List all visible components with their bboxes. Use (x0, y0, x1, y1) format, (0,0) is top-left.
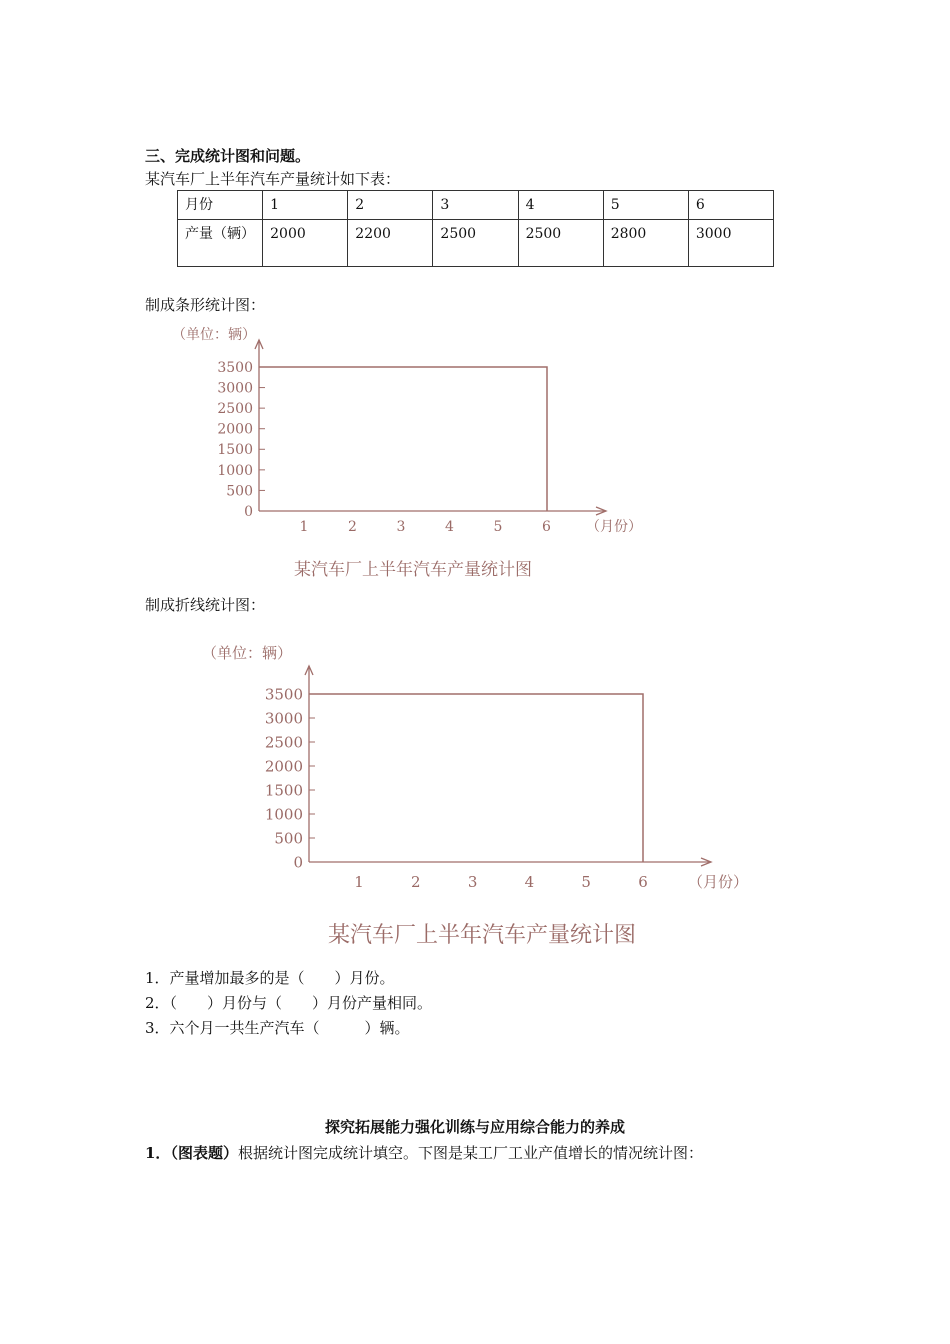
question-2: 2．（ ）月份与（ ）月份产量相同。 (145, 994, 433, 1012)
line-chart-y-tick-label: 1500 (264, 781, 303, 800)
line-chart-x-tick-label: 2 (411, 873, 421, 891)
bar-chart-y-tick-label: 3500 (217, 359, 253, 376)
bar-chart-y-tick-label: 1000 (217, 462, 253, 479)
line-chart-y-tick-label: 3500 (264, 685, 303, 704)
line-chart-y-tick-label: 3000 (264, 709, 303, 728)
table-header-output: 产量（辆） (178, 220, 263, 267)
line-chart-x-tick-label: 4 (524, 873, 535, 891)
bar-chart-x-tick-label: 2 (348, 519, 357, 535)
bar-chart-instruction: 制成条形统计图： (145, 296, 266, 314)
extension-title: 探究拓展能力强化训练与应用综合能力的养成 (324, 1118, 625, 1136)
question-number: 1． (145, 1144, 171, 1162)
bar-chart-x-tick-label: 6 (542, 519, 551, 535)
bar-chart-y-tick-label: 1500 (217, 442, 253, 459)
line-chart-x-tick-label: 5 (581, 873, 591, 891)
bar-chart-x-axis-label: （月份） (586, 519, 642, 535)
table-cell-month: 3 (433, 191, 518, 220)
question-text: 根据统计图完成统计填空。下图是某工厂工业产值增长的情况统计图： (237, 1144, 703, 1162)
table-cell-month: 5 (603, 191, 688, 220)
table-cell-output: 2200 (348, 220, 433, 267)
extension-question-1 (145, 1142, 703, 1163)
bar-chart-title: 某汽车厂上半年汽车产量统计图 (294, 560, 532, 580)
bar-chart-unit-label: （单位：辆） (172, 327, 256, 343)
bar-chart-y-tick-label: 0 (244, 503, 253, 520)
line-chart-y-tick-label: 0 (293, 853, 303, 872)
bar-chart-x-tick-label: 1 (299, 519, 309, 535)
table-header-month: 月份 (178, 191, 263, 220)
bar-chart-y-tick-label: 2000 (217, 421, 253, 438)
line-chart-instruction: 制成折线统计图： (145, 596, 266, 614)
line-chart-x-tick-label: 1 (354, 873, 364, 891)
line-chart-y-tick-label: 2000 (264, 757, 303, 776)
line-chart-x-tick-label: 3 (467, 873, 478, 891)
table-cell-month: 6 (688, 191, 773, 220)
table-cell-output: 2500 (518, 220, 603, 267)
line-chart-y-tick-label: 1000 (264, 805, 303, 824)
line-chart-y-tick-label: 2500 (264, 733, 303, 752)
table-cell-month: 2 (348, 191, 433, 220)
section-heading: 三、完成统计图和问题。 (145, 147, 311, 165)
line-chart-y-tick-label: 500 (274, 829, 303, 848)
table-intro: 某汽车厂上半年汽车产量统计如下表： (145, 170, 401, 188)
line-chart-unit-label: （单位：辆） (202, 644, 293, 662)
bar-chart-y-tick-label: 2500 (217, 401, 253, 418)
question-3: 3．六个月一共生产汽车（ ）辆。 (145, 1019, 410, 1037)
line-chart-x-tick-label: 6 (638, 873, 648, 891)
table-cell-month: 1 (263, 191, 348, 220)
table-cell-output: 2000 (263, 220, 348, 267)
table-cell-output: 2800 (603, 220, 688, 267)
line-chart-title: 某汽车厂上半年汽车产量统计图 (327, 923, 637, 948)
bar-chart-x-tick-label: 5 (493, 519, 503, 535)
table-cell-output: 3000 (688, 220, 773, 267)
question-1: 1．产量增加最多的是（ ）月份。 (145, 969, 395, 987)
question-tag: （图表题） (170, 1144, 238, 1162)
bar-chart-x-tick-label: 4 (445, 519, 454, 535)
line-chart-plot-frame (309, 694, 643, 862)
bar-chart-y-tick-label: 500 (226, 483, 253, 500)
bar-chart-y-tick-label: 3000 (217, 380, 253, 397)
line-chart-x-axis-label: （月份） (688, 873, 749, 891)
bar-chart-x-tick-label: 3 (396, 519, 406, 535)
table-cell-month: 4 (518, 191, 603, 220)
table-cell-output: 2500 (433, 220, 518, 267)
